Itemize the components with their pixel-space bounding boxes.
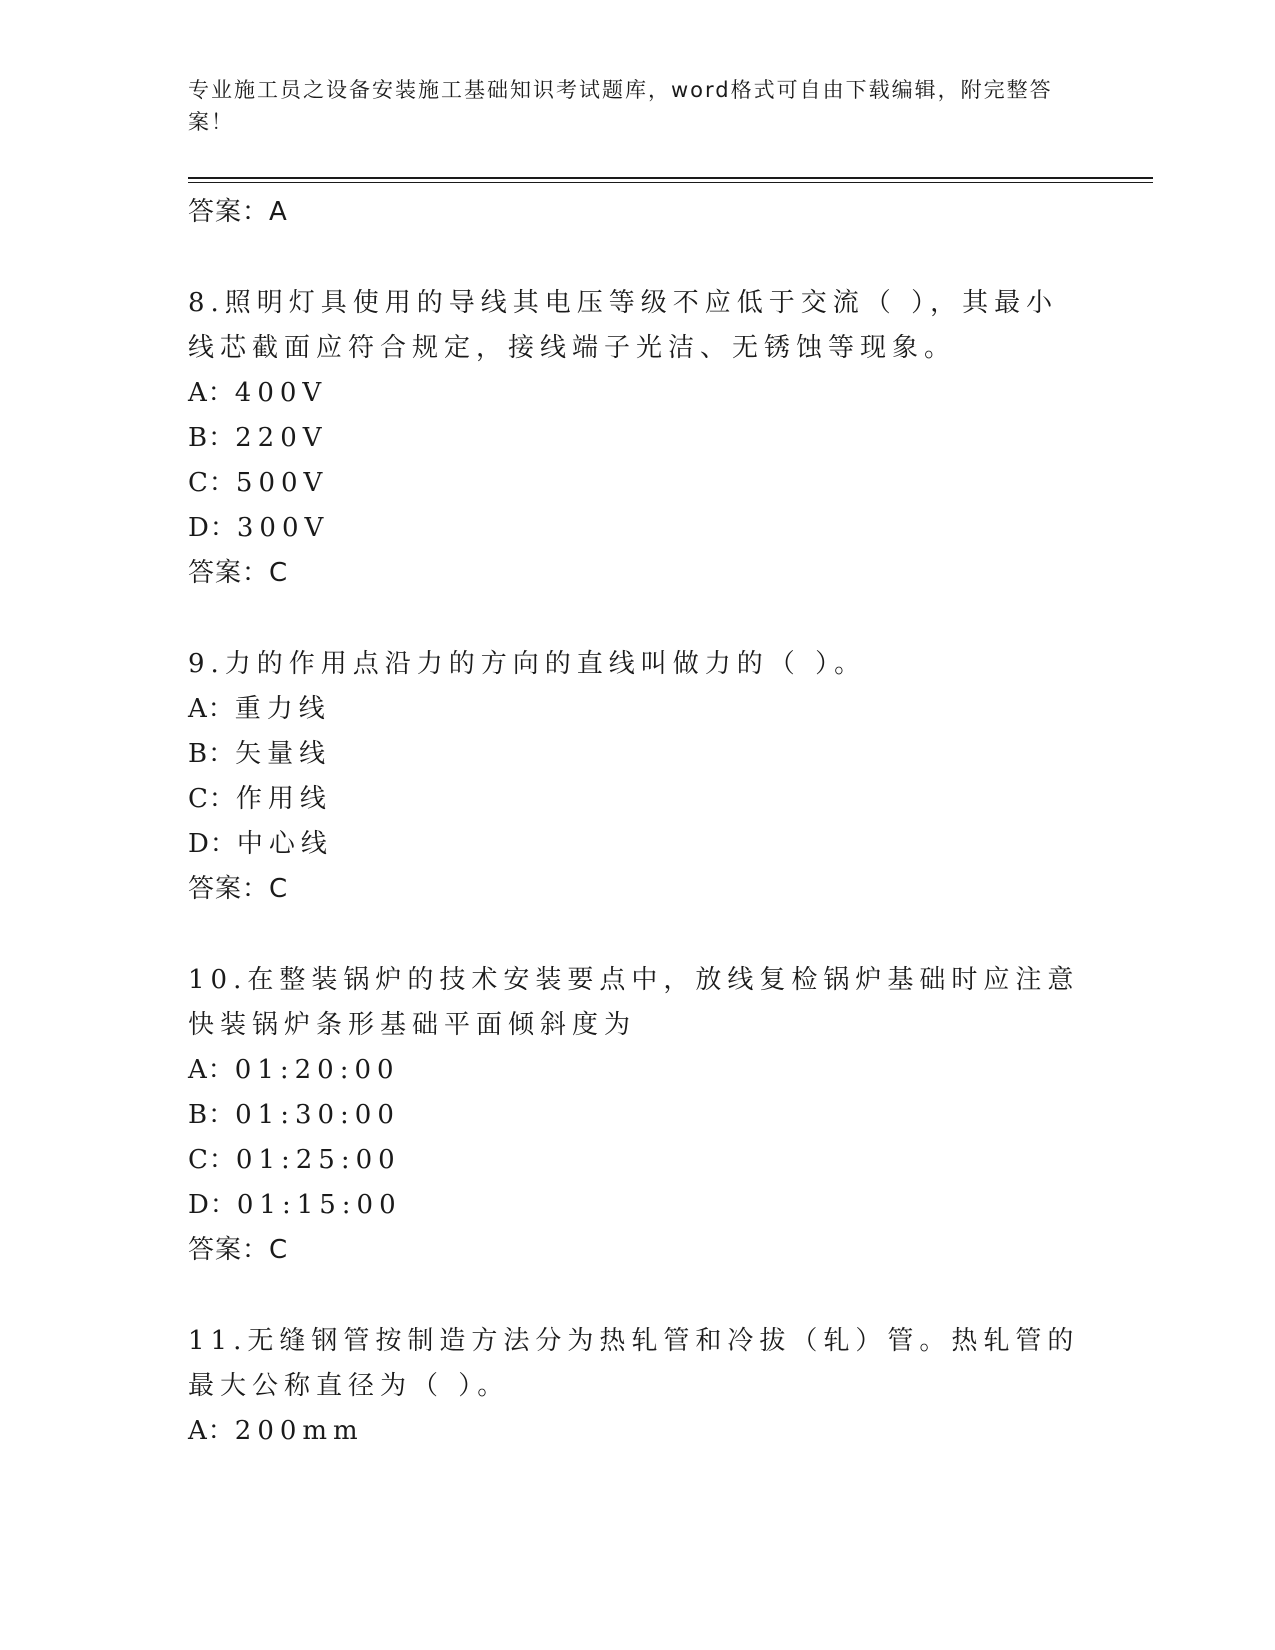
option-line: [188, 461, 1088, 506]
option-label: C：: [188, 784, 236, 814]
option-label: D：: [188, 1190, 237, 1220]
option-text: 作用线: [235, 784, 332, 814]
option-label: B：: [188, 1100, 236, 1130]
option-text: 重力线: [234, 694, 331, 724]
option-label: B：: [188, 423, 236, 453]
question-text: 11.无缝钢管按制造方法分为热轧管和冷拔（轧）管。热轧管的最大公称直径为（ ）。: [188, 1326, 1080, 1401]
question-block: [188, 281, 1088, 596]
option-line: [188, 371, 1088, 416]
option-line: [188, 1093, 1088, 1138]
option-label: B：: [188, 739, 236, 769]
option-label: A：: [188, 1055, 235, 1085]
option-line: [188, 1409, 1088, 1454]
option-label: C：: [188, 1145, 236, 1175]
option-text: 矢量线: [235, 739, 332, 769]
question-block: [188, 958, 1088, 1273]
answer-line: 答案：A: [188, 197, 288, 227]
option-line: [188, 1138, 1088, 1183]
option-text: 400V: [234, 378, 328, 408]
answer-line: 答案：C: [188, 874, 289, 904]
header-divider: [188, 177, 1153, 179]
option-label: A：: [188, 1416, 235, 1446]
question-block: [188, 642, 1088, 912]
question-text: 10.在整装锅炉的技术安装要点中，放线复检锅炉基础时应注意快装锅炉条形基础平面倾斜度为: [188, 965, 1080, 1040]
option-label: D：: [188, 829, 237, 859]
question-text: 9.力的作用点沿力的方向的直线叫做力的（ ）。: [188, 649, 867, 679]
option-line: [188, 506, 1088, 551]
option-line: [188, 687, 1088, 732]
option-label: D：: [188, 513, 237, 543]
spacer: [188, 235, 1088, 281]
answer-line: 答案：C: [188, 1235, 289, 1265]
option-text: 中心线: [236, 829, 333, 859]
option-text: 01:15:00: [236, 1190, 402, 1220]
option-text: 300V: [236, 513, 330, 543]
option-line: [188, 732, 1088, 777]
answer-line: 答案：C: [188, 558, 289, 588]
option-label: A：: [188, 378, 235, 408]
document-header: 专业施工员之设备安装施工基础知识考试题库，word格式可自由下载编辑，附完整答案！: [188, 78, 1053, 134]
spacer: [188, 912, 1088, 958]
document-body: [188, 190, 1088, 1454]
option-line: [188, 777, 1088, 822]
option-text: 200mm: [234, 1416, 364, 1446]
question-block: [188, 1319, 1088, 1454]
header-divider-thin: [188, 182, 1153, 183]
option-line: [188, 1048, 1088, 1093]
option-text: 500V: [235, 468, 329, 498]
spacer: [188, 1273, 1088, 1319]
option-line: [188, 822, 1088, 867]
option-text: 01:25:00: [235, 1145, 401, 1175]
option-text: 01:20:00: [234, 1055, 400, 1085]
option-text: 01:30:00: [235, 1100, 400, 1130]
option-label: A：: [188, 694, 235, 724]
option-label: C：: [188, 468, 236, 498]
option-text: 220V: [235, 423, 328, 453]
spacer: [188, 596, 1088, 642]
option-line: [188, 1183, 1088, 1228]
option-line: [188, 416, 1088, 461]
question-text: 8.照明灯具使用的导线其电压等级不应低于交流（ ），其最小线芯截面应符合规定，接线端子光洁、无锈蚀等现象。: [188, 288, 1059, 363]
